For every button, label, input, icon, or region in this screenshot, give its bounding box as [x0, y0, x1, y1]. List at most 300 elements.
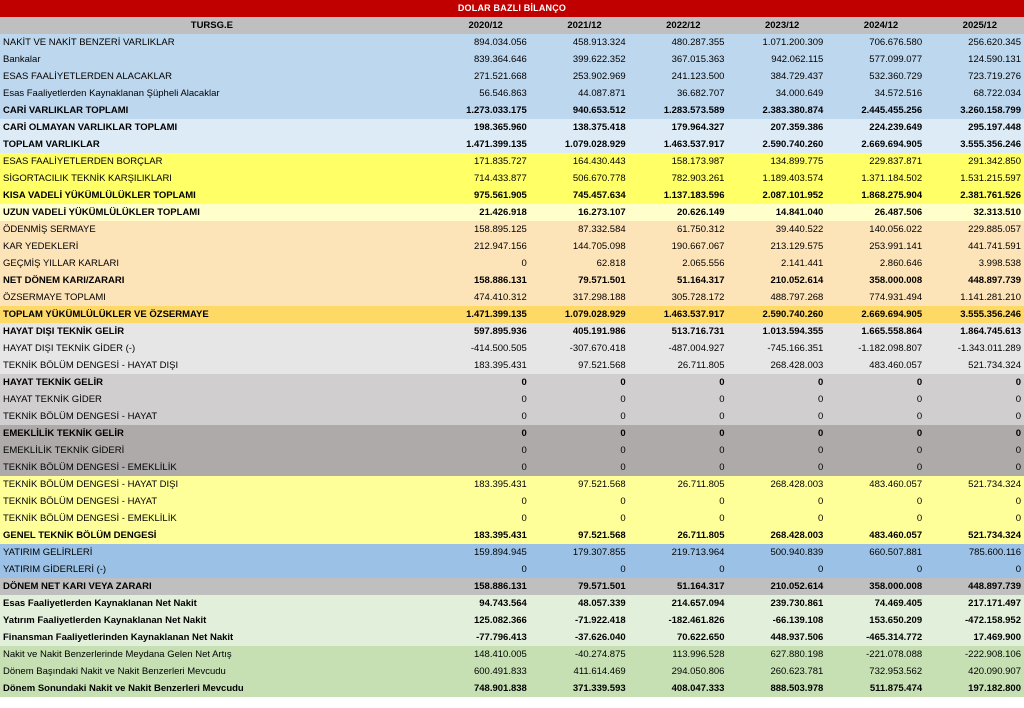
- value-cell: 358.000.008: [826, 578, 925, 595]
- value-cell: 0: [826, 374, 925, 391]
- value-cell: 1.371.184.502: [826, 170, 925, 187]
- value-cell: 0: [629, 493, 728, 510]
- value-cell: 0: [925, 510, 1024, 527]
- value-cell: 448.897.739: [925, 578, 1024, 595]
- value-cell: 268.428.003: [727, 357, 826, 374]
- value-cell: 253.991.141: [826, 238, 925, 255]
- value-cell: 1.079.028.929: [530, 306, 629, 323]
- value-cell: 229.885.057: [925, 221, 1024, 238]
- row-label: ÖZSERMAYE TOPLAMI: [0, 289, 431, 306]
- table-row: [0, 578, 1024, 595]
- value-cell: 1.463.537.917: [629, 306, 728, 323]
- table-row: [0, 680, 1024, 697]
- value-cell: 124.590.131: [925, 51, 1024, 68]
- value-cell: 0: [431, 408, 530, 425]
- value-cell: 36.682.707: [629, 85, 728, 102]
- value-cell: 253.902.969: [530, 68, 629, 85]
- value-cell: 371.339.593: [530, 680, 629, 697]
- value-cell: 448.937.506: [727, 629, 826, 646]
- row-label: KISA VADELİ YÜKÜMLÜLÜKLER TOPLAMI: [0, 187, 431, 204]
- value-cell: -66.139.108: [727, 612, 826, 629]
- value-cell: 0: [431, 391, 530, 408]
- row-label: EMEKLİLİK TEKNİK GELİR: [0, 425, 431, 442]
- value-cell: 3.260.158.799: [925, 102, 1024, 119]
- value-cell: 148.410.005: [431, 646, 530, 663]
- row-label: NET DÖNEM KARI/ZARARI: [0, 272, 431, 289]
- table-row: [0, 374, 1024, 391]
- value-cell: 158.886.131: [431, 272, 530, 289]
- value-cell: 521.734.324: [925, 357, 1024, 374]
- value-cell: -307.670.418: [530, 340, 629, 357]
- row-label: HAYAT TEKNİK GELİR: [0, 374, 431, 391]
- value-cell: 294.050.806: [629, 663, 728, 680]
- value-cell: 94.743.564: [431, 595, 530, 612]
- table-row: [0, 442, 1024, 459]
- value-cell: 34.000.649: [727, 85, 826, 102]
- value-cell: 70.622.650: [629, 629, 728, 646]
- value-cell: 17.469.900: [925, 629, 1024, 646]
- value-cell: 138.375.418: [530, 119, 629, 136]
- value-cell: 500.940.839: [727, 544, 826, 561]
- value-cell: -182.461.826: [629, 612, 728, 629]
- value-cell: -37.626.040: [530, 629, 629, 646]
- value-cell: 97.521.568: [530, 357, 629, 374]
- value-cell: 0: [727, 510, 826, 527]
- year-header: 2024/12: [826, 17, 925, 34]
- table-row: [0, 425, 1024, 442]
- value-cell: 0: [530, 425, 629, 442]
- value-cell: -71.922.418: [530, 612, 629, 629]
- table-row: [0, 340, 1024, 357]
- value-cell: 0: [629, 510, 728, 527]
- table-row: [0, 459, 1024, 476]
- value-cell: 0: [530, 391, 629, 408]
- value-cell: 158.895.125: [431, 221, 530, 238]
- value-cell: 74.469.405: [826, 595, 925, 612]
- value-cell: 521.734.324: [925, 476, 1024, 493]
- table-row: [0, 595, 1024, 612]
- value-cell: 210.052.614: [727, 578, 826, 595]
- value-cell: 26.487.506: [826, 204, 925, 221]
- value-cell: 0: [727, 459, 826, 476]
- value-cell: 198.365.960: [431, 119, 530, 136]
- value-cell: 0: [727, 442, 826, 459]
- value-cell: 2.669.694.905: [826, 306, 925, 323]
- value-cell: 0: [629, 442, 728, 459]
- value-cell: 113.996.528: [629, 646, 728, 663]
- value-cell: 1.141.281.210: [925, 289, 1024, 306]
- table-row: [0, 204, 1024, 221]
- value-cell: -221.078.088: [826, 646, 925, 663]
- value-cell: 26.711.805: [629, 357, 728, 374]
- row-label: TEKNİK BÖLÜM DENGESİ - EMEKLİLİK: [0, 510, 431, 527]
- value-cell: 0: [925, 459, 1024, 476]
- value-cell: 62.818: [530, 255, 629, 272]
- row-label: TEKNİK BÖLÜM DENGESİ - HAYAT: [0, 493, 431, 510]
- value-cell: 1.471.399.135: [431, 306, 530, 323]
- value-cell: 1.665.558.864: [826, 323, 925, 340]
- row-label: GENEL TEKNİK BÖLÜM DENGESİ: [0, 527, 431, 544]
- value-cell: 1.273.033.175: [431, 102, 530, 119]
- value-cell: 268.428.003: [727, 527, 826, 544]
- row-label: Dönem Başındaki Nakit ve Nakit Benzerleri Mevcudu: [0, 663, 431, 680]
- value-cell: 0: [826, 442, 925, 459]
- row-label: TEKNİK BÖLÜM DENGESİ - HAYAT DIŞI: [0, 476, 431, 493]
- value-cell: 511.875.474: [826, 680, 925, 697]
- value-cell: 0: [431, 255, 530, 272]
- value-cell: 1.283.573.589: [629, 102, 728, 119]
- value-cell: 2.381.761.526: [925, 187, 1024, 204]
- table-row: [0, 221, 1024, 238]
- value-cell: 839.364.646: [431, 51, 530, 68]
- value-cell: 942.062.115: [727, 51, 826, 68]
- value-cell: 0: [629, 459, 728, 476]
- value-cell: 0: [826, 425, 925, 442]
- value-cell: 0: [826, 459, 925, 476]
- value-cell: 0: [925, 391, 1024, 408]
- value-cell: 0: [925, 493, 1024, 510]
- table-row: [0, 357, 1024, 374]
- table-row: [0, 527, 1024, 544]
- value-cell: 212.947.156: [431, 238, 530, 255]
- value-cell: 0: [925, 408, 1024, 425]
- table-row: [0, 136, 1024, 153]
- row-label: NAKİT VE NAKİT BENZERİ VARLIKLAR: [0, 34, 431, 51]
- value-cell: 894.034.056: [431, 34, 530, 51]
- value-cell: 597.895.936: [431, 323, 530, 340]
- row-label: UZUN VADELİ YÜKÜMLÜLÜKLER TOPLAMI: [0, 204, 431, 221]
- value-cell: 0: [629, 408, 728, 425]
- value-cell: 600.491.833: [431, 663, 530, 680]
- value-cell: 68.722.034: [925, 85, 1024, 102]
- value-cell: 474.410.312: [431, 289, 530, 306]
- value-cell: 0: [727, 493, 826, 510]
- table-row: [0, 306, 1024, 323]
- table-row: [0, 646, 1024, 663]
- value-cell: 782.903.261: [629, 170, 728, 187]
- row-label: ESAS FAALİYETLERDEN BORÇLAR: [0, 153, 431, 170]
- value-cell: 2.383.380.874: [727, 102, 826, 119]
- table-row: [0, 323, 1024, 340]
- table-row: [0, 102, 1024, 119]
- value-cell: 0: [431, 510, 530, 527]
- value-cell: 0: [826, 493, 925, 510]
- table-row: [0, 629, 1024, 646]
- value-cell: 0: [925, 374, 1024, 391]
- value-cell: 1.868.275.904: [826, 187, 925, 204]
- row-label: GEÇMİŞ YILLAR KARLARI: [0, 255, 431, 272]
- table-row: [0, 34, 1024, 51]
- row-label: HAYAT DIŞI TEKNİK GİDER (-): [0, 340, 431, 357]
- row-label: SİGORTACILIK TEKNİK KARŞILIKLARI: [0, 170, 431, 187]
- value-cell: 723.719.276: [925, 68, 1024, 85]
- value-cell: 183.395.431: [431, 357, 530, 374]
- row-label: Yatırım Faaliyetlerden Kaynaklanan Net Nakit: [0, 612, 431, 629]
- value-cell: 458.913.324: [530, 34, 629, 51]
- table-row: [0, 493, 1024, 510]
- row-label: YATIRIM GELİRLERİ: [0, 544, 431, 561]
- value-cell: 207.359.386: [727, 119, 826, 136]
- value-cell: 32.313.510: [925, 204, 1024, 221]
- value-cell: 219.713.964: [629, 544, 728, 561]
- value-cell: 1.864.745.613: [925, 323, 1024, 340]
- value-cell: 0: [629, 561, 728, 578]
- value-cell: -77.796.413: [431, 629, 530, 646]
- value-cell: 0: [727, 408, 826, 425]
- value-cell: 164.430.443: [530, 153, 629, 170]
- value-cell: 940.653.512: [530, 102, 629, 119]
- value-cell: 2.860.646: [826, 255, 925, 272]
- row-label: Esas Faaliyetlerden Kaynaklanan Net Nakit: [0, 595, 431, 612]
- table-row: [0, 561, 1024, 578]
- value-cell: 448.897.739: [925, 272, 1024, 289]
- value-cell: 256.620.345: [925, 34, 1024, 51]
- table-row: [0, 544, 1024, 561]
- row-label: Nakit ve Nakit Benzerlerinde Meydana Gelen Net Artış: [0, 646, 431, 663]
- value-cell: 1.471.399.135: [431, 136, 530, 153]
- value-cell: 14.841.040: [727, 204, 826, 221]
- value-cell: 51.164.317: [629, 272, 728, 289]
- table-row: [0, 255, 1024, 272]
- row-label: Esas Faaliyetlerden Kaynaklanan Şüpheli Alacaklar: [0, 85, 431, 102]
- value-cell: 483.460.057: [826, 527, 925, 544]
- value-cell: 506.670.778: [530, 170, 629, 187]
- value-cell: 171.835.727: [431, 153, 530, 170]
- value-cell: 0: [727, 391, 826, 408]
- value-cell: 39.440.522: [727, 221, 826, 238]
- value-cell: -487.004.927: [629, 340, 728, 357]
- value-cell: 61.750.312: [629, 221, 728, 238]
- value-cell: 513.716.731: [629, 323, 728, 340]
- table-row: [0, 119, 1024, 136]
- value-cell: 2.065.556: [629, 255, 728, 272]
- table-row: [0, 238, 1024, 255]
- value-cell: 140.056.022: [826, 221, 925, 238]
- sheet-title: DOLAR BAZLI BİLANÇO: [0, 0, 1024, 17]
- value-cell: 2.141.441: [727, 255, 826, 272]
- value-cell: 3.998.538: [925, 255, 1024, 272]
- value-cell: 732.953.562: [826, 663, 925, 680]
- value-cell: 1.013.594.355: [727, 323, 826, 340]
- value-cell: 48.057.339: [530, 595, 629, 612]
- value-cell: 79.571.501: [530, 578, 629, 595]
- value-cell: 16.273.107: [530, 204, 629, 221]
- value-cell: 153.650.209: [826, 612, 925, 629]
- row-label: CARİ VARLIKLAR TOPLAMI: [0, 102, 431, 119]
- value-cell: 2.590.740.260: [727, 306, 826, 323]
- table-row: [0, 85, 1024, 102]
- row-label: Dönem Sonundaki Nakit ve Nakit Benzerleri Mevcudu: [0, 680, 431, 697]
- value-cell: 2.445.455.256: [826, 102, 925, 119]
- value-cell: 3.555.356.246: [925, 136, 1024, 153]
- row-label: EMEKLİLİK TEKNİK GİDERİ: [0, 442, 431, 459]
- row-label: Finansman Faaliyetlerinden Kaynaklanan Net Nakit: [0, 629, 431, 646]
- value-cell: 975.561.905: [431, 187, 530, 204]
- value-cell: 44.087.871: [530, 85, 629, 102]
- value-cell: 217.171.497: [925, 595, 1024, 612]
- table-row: [0, 68, 1024, 85]
- value-cell: 79.571.501: [530, 272, 629, 289]
- value-cell: 34.572.516: [826, 85, 925, 102]
- value-cell: 239.730.861: [727, 595, 826, 612]
- value-cell: 405.191.986: [530, 323, 629, 340]
- value-cell: 0: [431, 459, 530, 476]
- value-cell: 577.099.077: [826, 51, 925, 68]
- value-cell: 1.531.215.597: [925, 170, 1024, 187]
- year-header: 2020/12: [431, 17, 530, 34]
- row-label: ÖDENMİŞ SERMAYE: [0, 221, 431, 238]
- value-cell: 241.123.500: [629, 68, 728, 85]
- value-cell: 411.614.469: [530, 663, 629, 680]
- table-row: [0, 170, 1024, 187]
- value-cell: 224.239.649: [826, 119, 925, 136]
- year-header: 2022/12: [629, 17, 728, 34]
- value-cell: 408.047.333: [629, 680, 728, 697]
- ticker-header: TURSG.E: [0, 17, 431, 34]
- value-cell: 888.503.978: [727, 680, 826, 697]
- row-label: DÖNEM NET KARI VEYA ZARARI: [0, 578, 431, 595]
- value-cell: 317.298.188: [530, 289, 629, 306]
- value-cell: 488.797.268: [727, 289, 826, 306]
- value-cell: 0: [826, 391, 925, 408]
- value-cell: 0: [925, 425, 1024, 442]
- table-row: [0, 663, 1024, 680]
- value-cell: 0: [530, 493, 629, 510]
- value-cell: 291.342.850: [925, 153, 1024, 170]
- row-label: TEKNİK BÖLÜM DENGESİ - HAYAT: [0, 408, 431, 425]
- value-cell: 0: [530, 408, 629, 425]
- value-cell: 0: [431, 493, 530, 510]
- value-cell: 480.287.355: [629, 34, 728, 51]
- value-cell: 1.079.028.929: [530, 136, 629, 153]
- table-row: [0, 510, 1024, 527]
- value-cell: 774.931.494: [826, 289, 925, 306]
- row-label: HAYAT DIŞI TEKNİK GELİR: [0, 323, 431, 340]
- value-cell: 0: [826, 510, 925, 527]
- table-row: [0, 51, 1024, 68]
- value-cell: -222.908.106: [925, 646, 1024, 663]
- value-cell: 785.600.116: [925, 544, 1024, 561]
- row-label: TEKNİK BÖLÜM DENGESİ - EMEKLİLİK: [0, 459, 431, 476]
- value-cell: 0: [826, 561, 925, 578]
- value-cell: 399.622.352: [530, 51, 629, 68]
- value-cell: 0: [530, 459, 629, 476]
- value-cell: 3.555.356.246: [925, 306, 1024, 323]
- value-cell: 0: [530, 510, 629, 527]
- value-cell: 0: [925, 561, 1024, 578]
- value-cell: 158.886.131: [431, 578, 530, 595]
- row-label: TOPLAM VARLIKLAR: [0, 136, 431, 153]
- value-cell: 26.711.805: [629, 476, 728, 493]
- year-header: 2023/12: [727, 17, 826, 34]
- value-cell: 0: [530, 374, 629, 391]
- value-cell: 627.880.198: [727, 646, 826, 663]
- value-cell: 0: [727, 425, 826, 442]
- table-row: [0, 408, 1024, 425]
- year-header: 2021/12: [530, 17, 629, 34]
- value-cell: 1.137.183.596: [629, 187, 728, 204]
- value-cell: 295.197.448: [925, 119, 1024, 136]
- row-label: TEKNİK BÖLÜM DENGESİ - HAYAT DIŞI: [0, 357, 431, 374]
- value-cell: 260.623.781: [727, 663, 826, 680]
- value-cell: 183.395.431: [431, 527, 530, 544]
- value-cell: 179.307.855: [530, 544, 629, 561]
- year-header: 2025/12: [925, 17, 1024, 34]
- value-cell: 56.546.863: [431, 85, 530, 102]
- value-cell: 0: [530, 442, 629, 459]
- value-cell: 441.741.591: [925, 238, 1024, 255]
- value-cell: 179.964.327: [629, 119, 728, 136]
- value-cell: -465.314.772: [826, 629, 925, 646]
- value-cell: 214.657.094: [629, 595, 728, 612]
- value-cell: -472.158.952: [925, 612, 1024, 629]
- value-cell: 51.164.317: [629, 578, 728, 595]
- value-cell: 144.705.098: [530, 238, 629, 255]
- value-cell: 268.428.003: [727, 476, 826, 493]
- table-row: [0, 476, 1024, 493]
- value-cell: 0: [431, 425, 530, 442]
- value-cell: 748.901.838: [431, 680, 530, 697]
- value-cell: 271.521.668: [431, 68, 530, 85]
- table-row: [0, 289, 1024, 306]
- value-cell: -1.182.098.807: [826, 340, 925, 357]
- value-cell: 367.015.363: [629, 51, 728, 68]
- value-cell: 1.071.200.309: [727, 34, 826, 51]
- value-cell: 0: [629, 374, 728, 391]
- value-cell: 0: [826, 408, 925, 425]
- table-row: [0, 612, 1024, 629]
- value-cell: 2.669.694.905: [826, 136, 925, 153]
- value-cell: -414.500.505: [431, 340, 530, 357]
- value-cell: 158.173.987: [629, 153, 728, 170]
- row-label: YATIRIM GİDERLERİ (-): [0, 561, 431, 578]
- table-row: [0, 272, 1024, 289]
- value-cell: 305.728.172: [629, 289, 728, 306]
- value-cell: 0: [530, 561, 629, 578]
- value-cell: 483.460.057: [826, 357, 925, 374]
- value-cell: 190.667.067: [629, 238, 728, 255]
- value-cell: 0: [727, 374, 826, 391]
- value-cell: 2.590.740.260: [727, 136, 826, 153]
- value-cell: 97.521.568: [530, 476, 629, 493]
- value-cell: 197.182.800: [925, 680, 1024, 697]
- value-cell: 213.129.575: [727, 238, 826, 255]
- value-cell: 0: [925, 442, 1024, 459]
- value-cell: 2.087.101.952: [727, 187, 826, 204]
- value-cell: 384.729.437: [727, 68, 826, 85]
- value-cell: 0: [431, 561, 530, 578]
- header-row: [0, 17, 1024, 34]
- value-cell: 706.676.580: [826, 34, 925, 51]
- value-cell: 420.090.907: [925, 663, 1024, 680]
- value-cell: 0: [629, 391, 728, 408]
- table-row: [0, 187, 1024, 204]
- value-cell: 183.395.431: [431, 476, 530, 493]
- row-label: HAYAT TEKNİK GİDER: [0, 391, 431, 408]
- value-cell: 532.360.729: [826, 68, 925, 85]
- value-cell: 0: [431, 374, 530, 391]
- row-label: ESAS FAALİYETLERDEN ALACAKLAR: [0, 68, 431, 85]
- value-cell: 521.734.324: [925, 527, 1024, 544]
- value-cell: -1.343.011.289: [925, 340, 1024, 357]
- value-cell: 1.463.537.917: [629, 136, 728, 153]
- value-cell: 125.082.366: [431, 612, 530, 629]
- value-cell: 660.507.881: [826, 544, 925, 561]
- value-cell: 745.457.634: [530, 187, 629, 204]
- value-cell: 20.626.149: [629, 204, 728, 221]
- value-cell: 26.711.805: [629, 527, 728, 544]
- value-cell: 483.460.057: [826, 476, 925, 493]
